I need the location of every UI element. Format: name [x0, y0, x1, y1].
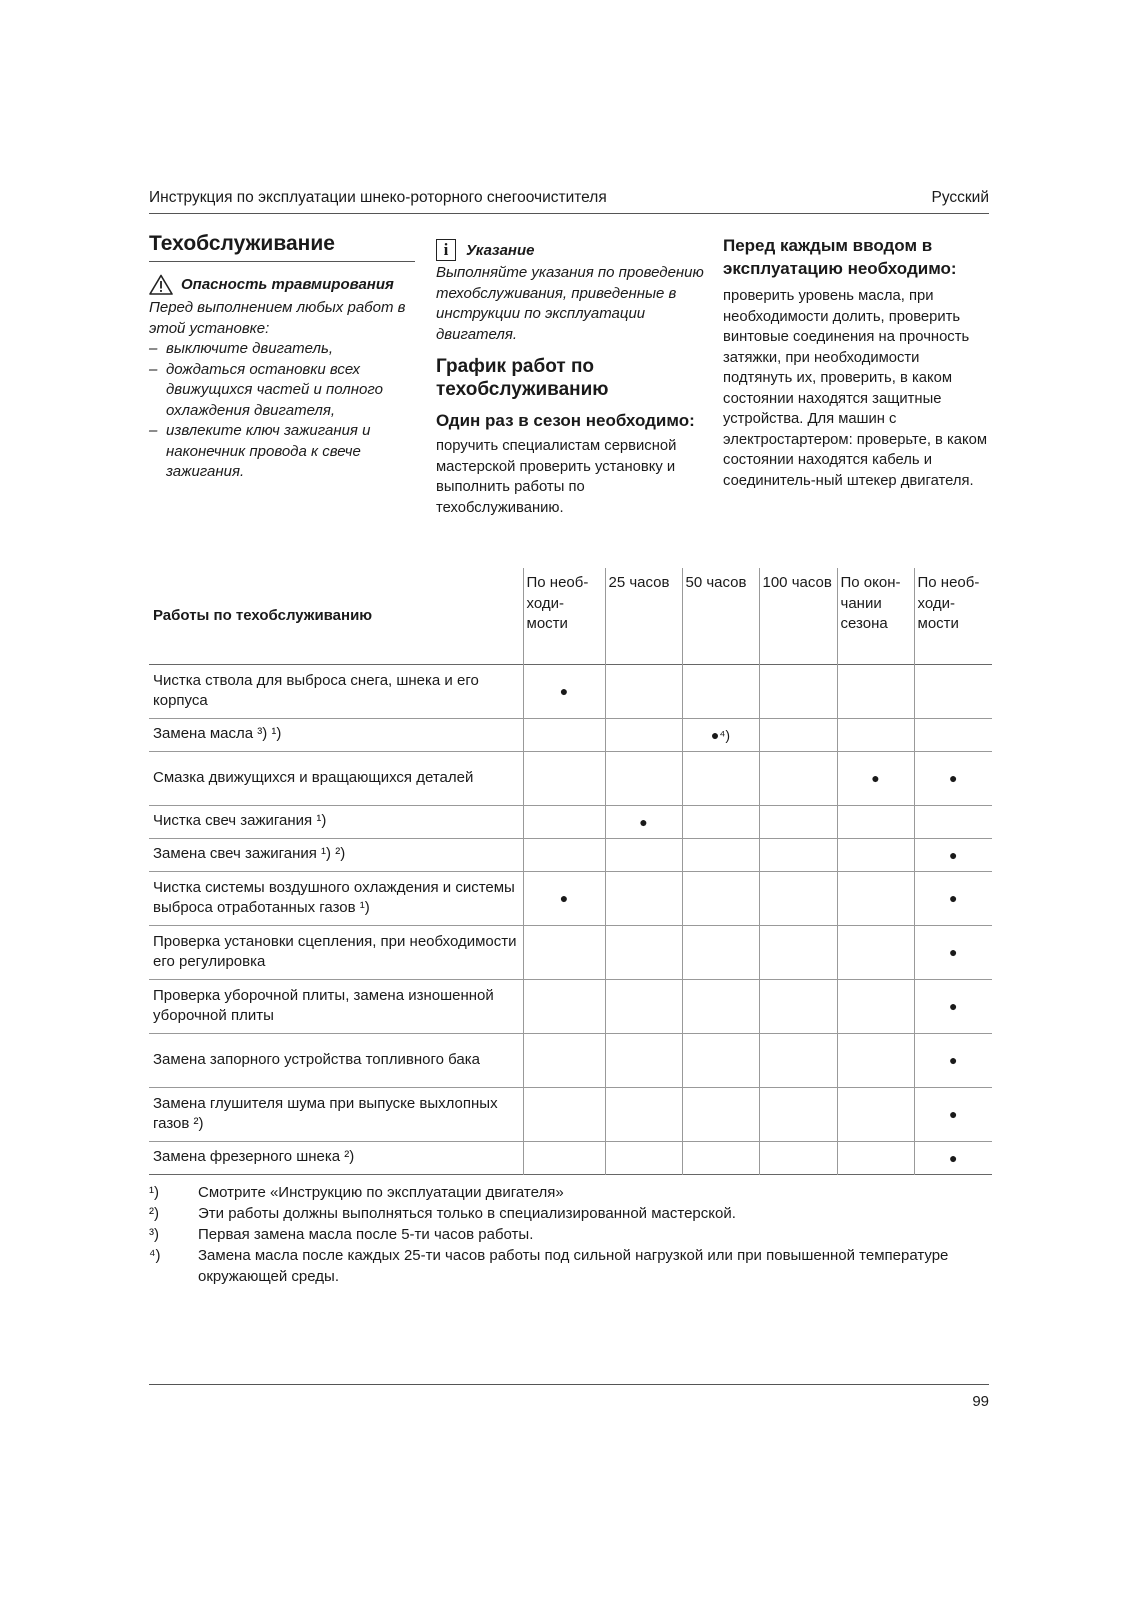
mark-cell: ● — [914, 1087, 992, 1141]
table-row — [149, 979, 992, 1033]
task-cell: Замена фрезерного шнека ²) — [149, 1141, 523, 1174]
footnote-text: Эти работы должны выполняться только в специализированной мастерской. — [198, 1205, 736, 1222]
footnote-text: Замена масла после каждых 25-ти часов работы под сильной нагрузкой или при повышенной температуре окружающей среды. — [198, 1247, 949, 1285]
task-cell: Чистка ствола для выброса снега, шнека и его корпуса — [153, 671, 479, 709]
page-footer — [149, 1384, 989, 1410]
before-use-title: Перед каждым вводом в эксплуатацию необходимо: — [723, 236, 957, 278]
mark-cell — [837, 1087, 914, 1141]
mark-cell — [605, 1087, 682, 1141]
footnote-text: Смотрите «Инструкцию по эксплуатации двигателя» — [198, 1184, 564, 1201]
footnote — [149, 1224, 949, 1245]
note-text: Выполняйте указания по проведению техобслуживания, приведенные в инструкции по эксплуатации двигателя. — [436, 264, 704, 343]
warning-heading — [149, 274, 415, 295]
page-header — [149, 189, 989, 214]
mark-cell — [837, 1141, 914, 1174]
task-cell: Замена масла ³) ¹) — [149, 718, 523, 751]
mark-cell — [682, 805, 759, 838]
header-language: Русский — [931, 189, 989, 206]
mark-cell — [759, 751, 837, 805]
header-as-needed-2: По необ-ходи-мости — [914, 568, 992, 664]
mark-cell — [605, 925, 682, 979]
mark-cell — [523, 1141, 605, 1174]
header-25h: 25 часов — [605, 568, 682, 664]
table-row — [149, 838, 992, 871]
header-end-season: По окон-чании сезона — [837, 568, 914, 664]
table-row — [149, 805, 992, 838]
task-cell: Чистка системы воздушного охлаждения и системы выброса отработанных газов ¹) — [149, 871, 523, 925]
list-item: – извлеките ключ зажигания и наконечник провода к свече зажигания. — [149, 421, 415, 483]
mark-cell — [523, 838, 605, 871]
mark-cell — [837, 925, 914, 979]
footnote — [149, 1203, 949, 1224]
footnote — [149, 1182, 949, 1203]
mark-cell: ●⁴) — [682, 718, 759, 751]
mark-cell — [605, 664, 682, 718]
mark-cell: ● — [837, 751, 914, 805]
mark-cell — [682, 664, 759, 718]
mark-cell — [837, 805, 914, 838]
footnotes — [149, 1182, 949, 1287]
mark-cell: ● — [914, 751, 992, 805]
mark-cell — [759, 838, 837, 871]
mark-cell — [682, 925, 759, 979]
table-row — [149, 1087, 992, 1141]
mark-cell: ● — [914, 1141, 992, 1174]
list-item: – дождаться остановки всех движущихся частей и полного охлаждения двигателя, — [149, 360, 415, 422]
header-as-needed: По необ-ходи-мости — [523, 568, 605, 664]
season-title: Один раз в сезон необходимо: — [436, 411, 695, 430]
mark-cell — [523, 751, 605, 805]
mark-cell — [605, 718, 682, 751]
mark-cell: ● — [523, 664, 605, 718]
table-header-row — [149, 568, 992, 664]
mark-cell — [605, 871, 682, 925]
task-cell: Проверка установки сцепления, при необходимости его регулировка — [149, 925, 523, 979]
warning-list — [149, 339, 415, 483]
mark-cell — [837, 979, 914, 1033]
mark-cell — [523, 1087, 605, 1141]
task-cell: Замена глушителя шума при выпуске выхлопных газов ²) — [149, 1087, 523, 1141]
mark-cell — [837, 838, 914, 871]
mark-cell — [837, 718, 914, 751]
mark-cell — [682, 751, 759, 805]
info-icon: i — [436, 239, 456, 261]
mark-cell — [523, 925, 605, 979]
mark-cell — [682, 838, 759, 871]
note-heading — [436, 239, 706, 261]
season-text: поручить специалистам сервисной мастерской проверить установку и выполнить работы по техобслуживанию. — [436, 438, 677, 516]
mark-cell: ● — [914, 979, 992, 1033]
mark-cell — [914, 805, 992, 838]
mark-cell — [759, 979, 837, 1033]
mark-cell — [837, 664, 914, 718]
header-100h: 100 часов — [759, 568, 837, 664]
mark-cell: ● — [914, 838, 992, 871]
column-before-use — [723, 232, 991, 491]
section-title: Техобслуживание — [149, 232, 415, 262]
mark-cell — [759, 1033, 837, 1087]
mark-cell: ● — [523, 871, 605, 925]
mark-cell — [837, 1033, 914, 1087]
mark-cell — [523, 718, 605, 751]
table-row — [149, 1033, 992, 1087]
task-cell: Проверка уборочной плиты, замена изношенной уборочной плиты — [149, 979, 523, 1033]
mark-cell — [605, 838, 682, 871]
task-cell: Замена свеч зажигания ¹) ²) — [149, 838, 523, 871]
warning-triangle-icon — [149, 274, 173, 295]
warning-intro: Перед выполнением любых работ в этой установке: — [149, 299, 406, 337]
mark-cell — [759, 925, 837, 979]
mark-cell: ● — [914, 871, 992, 925]
task-cell: Чистка свеч зажигания ¹) — [149, 805, 523, 838]
list-item: – выключите двигатель, — [149, 339, 415, 360]
table-row — [149, 925, 992, 979]
footnote-number: ¹) — [149, 1184, 159, 1201]
table-row — [149, 664, 992, 718]
task-cell: Замена запорного устройства топливного бака — [149, 1033, 523, 1087]
mark-cell — [759, 1087, 837, 1141]
mark-cell — [605, 1033, 682, 1087]
before-use-text: проверить уровень масла, при необходимости долить, проверить винтовые соединения на прочность затяжки, при необходимости подтянуть их, проверить, в каком состоянии находятся защитные устройства. Для машин с электростартером: проверьте, в каком состоянии находятся кабель и соединитель-ный штекер двигателя. — [723, 288, 988, 489]
footnote-text: Первая замена масла после 5-ти часов работы. — [198, 1226, 534, 1243]
mark-cell — [914, 718, 992, 751]
mark-cell — [759, 718, 837, 751]
header-50h: 50 часов — [682, 568, 759, 664]
footnote-number: ⁴) — [149, 1247, 161, 1264]
mark-cell: ● — [605, 805, 682, 838]
mark-cell — [682, 1033, 759, 1087]
mark-cell — [605, 751, 682, 805]
header-task: Работы по техобслуживанию — [153, 606, 373, 624]
mark-cell — [605, 1141, 682, 1174]
mark-cell — [682, 871, 759, 925]
mark-cell — [759, 1141, 837, 1174]
page-number: 99 — [972, 1393, 989, 1410]
mark-cell — [682, 979, 759, 1033]
table-row — [149, 718, 992, 751]
maintenance-table — [149, 568, 992, 1175]
table-row — [149, 871, 992, 925]
footnote-number: ²) — [149, 1205, 159, 1222]
mark-cell — [682, 1087, 759, 1141]
footnote-number: ³) — [149, 1226, 159, 1243]
mark-cell — [605, 979, 682, 1033]
mark-cell — [759, 871, 837, 925]
schedule-title: График работ по техобслуживанию — [436, 356, 609, 400]
mark-cell: ● — [914, 1033, 992, 1087]
column-maintenance — [149, 232, 415, 483]
column-note — [436, 232, 706, 518]
mark-cell — [523, 805, 605, 838]
mark-cell — [523, 979, 605, 1033]
mark-cell — [837, 871, 914, 925]
footnote — [149, 1245, 949, 1287]
mark-cell — [682, 1141, 759, 1174]
mark-cell: ● — [914, 925, 992, 979]
mark-cell — [914, 664, 992, 718]
header-title: Инструкция по эксплуатации шнеко-роторного снегоочистителя — [149, 189, 607, 206]
table-row — [149, 751, 992, 805]
warning-title: Опасность травмирования — [181, 276, 394, 293]
task-cell: Смазка движущихся и вращающихся деталей — [149, 751, 523, 805]
mark-cell — [759, 805, 837, 838]
note-title: Указание — [466, 241, 535, 259]
table-row — [149, 1141, 992, 1174]
mark-cell — [759, 664, 837, 718]
mark-cell — [523, 1033, 605, 1087]
